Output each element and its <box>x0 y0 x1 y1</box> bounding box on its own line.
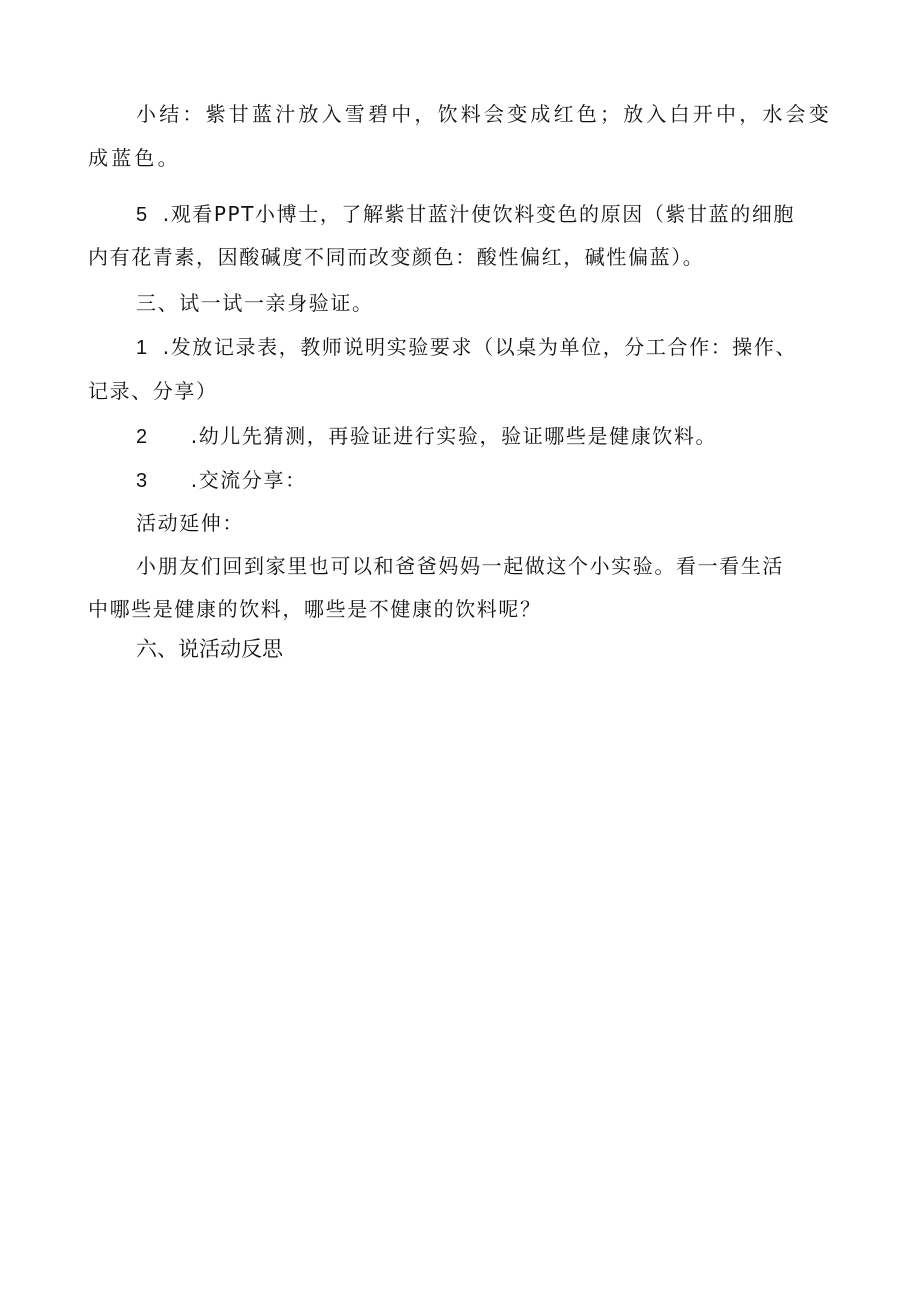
extension-line-1: 小朋友们回到家里也可以和爸爸妈妈一起做这个小实验。看一看生活 <box>136 554 784 578</box>
item-2-number: 2 <box>136 426 149 448</box>
summary-line-2: 成蓝色。 <box>88 146 181 170</box>
item-3-number: 3 <box>136 470 149 492</box>
step-5-number: 5 <box>136 204 149 226</box>
item-2-text: .幼儿先猜测，再验证进行实验，验证哪些是健康饮料。 <box>190 424 718 448</box>
summary-line-1: 小结：紫甘蓝汁放入雪碧中，饮料会变成红色；放入白开中，水会变 <box>136 102 832 126</box>
item-1-line-2: 记录、分享） <box>88 379 218 403</box>
item-3-line <box>136 467 307 494</box>
step-5-text-1: .观看PPT小博士，了解紫甘蓝汁使饮料变色的原因（紫甘蓝的细胞 <box>162 202 796 226</box>
extension-title: 活动延伸： <box>136 511 244 535</box>
item-2-line <box>136 423 717 450</box>
extension-line-2: 中哪些是健康的饮料，哪些是不健康的饮料呢？ <box>88 597 542 621</box>
item-1-text-1: .发放记录表，教师说明实验要求（以桌为单位，分工合作：操作、 <box>162 335 798 359</box>
item-1-number: 1 <box>136 337 149 359</box>
item-1-line-1 <box>136 334 797 361</box>
section-3-title: 三、试一试一亲身验证。 <box>136 291 374 315</box>
step-5-line-1 <box>136 201 795 228</box>
item-3-text: .交流分享： <box>190 468 307 492</box>
step-5-line-2: 内有花青素，因酸碱度不同而改变颜色：酸性偏红，碱性偏蓝）。 <box>88 245 705 269</box>
section-6-title: 六、说活动反思 <box>136 637 283 661</box>
